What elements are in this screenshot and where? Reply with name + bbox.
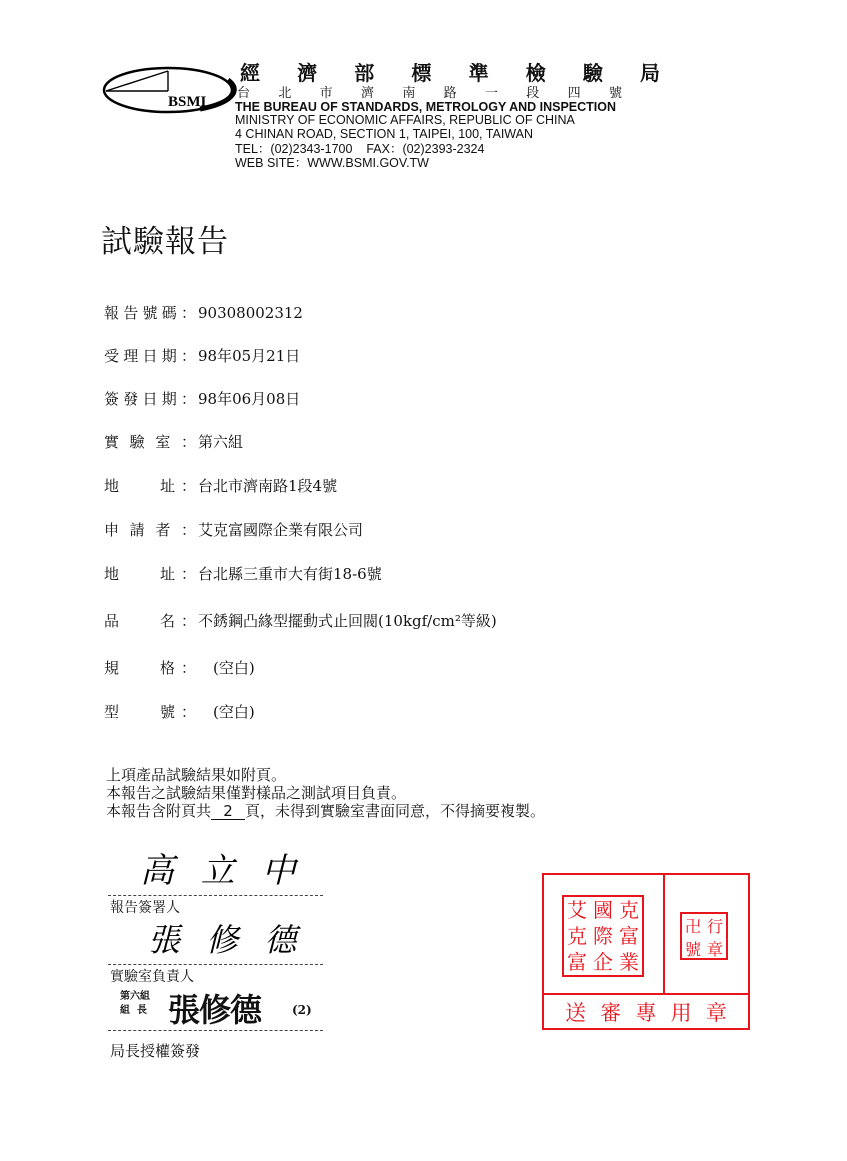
field-label: 地 址 ：	[104, 565, 196, 583]
ministry-name-en: MINISTRY OF ECONOMIC AFFAIRS, REPUBLIC OF CHINA	[235, 113, 575, 127]
seal-char: 克	[567, 924, 587, 948]
director-role-label: 局長授權簽發	[110, 1042, 201, 1060]
address-char: 號	[608, 86, 622, 101]
svg-text:BSMI: BSMI	[168, 94, 207, 110]
caption-char: 用	[670, 1000, 692, 1025]
seal-divider-vertical	[663, 875, 665, 993]
field-label: 地 址 ：	[104, 477, 196, 495]
address-char: 台	[237, 86, 251, 101]
note-line: 上項產品試驗結果如附頁。	[106, 766, 287, 784]
field-value: 台北市濟南路1段4號	[198, 477, 338, 495]
address-char: 一	[484, 86, 498, 101]
field-applicant	[104, 519, 363, 540]
signature-report-signer: 高 立 中	[140, 851, 304, 891]
field-lab-address	[104, 475, 337, 496]
field-value: 第六組	[198, 433, 244, 451]
signature-line	[108, 964, 323, 965]
seal-char: 號	[684, 940, 701, 959]
signature-stamp-director: 張修德	[168, 991, 262, 1029]
note-line: 本報告之試驗結果僅對樣品之測試項目負責。	[106, 784, 407, 802]
field-received-date	[104, 345, 300, 366]
contact-info: TEL：(02)2343-1700 FAX：(02)2393-2324	[235, 142, 485, 156]
stamp-prefix	[120, 990, 150, 1018]
field-label: 受 理 日 期 ：	[104, 347, 196, 365]
field-laboratory	[104, 431, 243, 452]
lab-head-role-label: 實驗室負責人	[110, 969, 194, 985]
field-product-name	[104, 610, 497, 631]
agency-char: 部	[354, 61, 375, 85]
field-applicant-address	[104, 563, 382, 584]
agency-char: 經	[240, 61, 260, 85]
bsmi-logo-icon	[100, 62, 240, 118]
signature-line	[108, 1030, 323, 1031]
seal-char: 克	[619, 898, 639, 922]
field-label: 品 名 ：	[104, 612, 196, 630]
signature-line	[108, 895, 323, 896]
agency-char: 準	[468, 61, 489, 85]
submission-seal	[542, 873, 750, 1030]
personal-seal-stamp	[680, 912, 728, 960]
address-en: 4 CHINAN ROAD, SECTION 1, TAIPEI, 100, TAIWAN	[235, 127, 533, 141]
address-char: 南	[402, 86, 416, 101]
signature-lab-head: 張 修 德	[148, 921, 305, 959]
address-char: 市	[319, 86, 333, 101]
seal-caption	[544, 995, 748, 1028]
field-report-number	[104, 302, 303, 323]
stamp-prefix-top: 第六組	[120, 991, 150, 1002]
seal-char: 富	[567, 950, 587, 974]
field-label: 規 格 ：	[104, 659, 196, 677]
signer-role-label: 報告簽署人	[110, 900, 180, 916]
field-value: (空白)	[213, 703, 255, 721]
field-model-number	[104, 701, 255, 722]
seal-char: 艾	[567, 898, 587, 922]
field-value: 台北縣三重市大有街18-6號	[198, 565, 382, 583]
seal-char: 業	[619, 950, 639, 974]
seal-char: 卍	[684, 917, 701, 936]
address-char: 北	[278, 86, 292, 101]
stamp-prefix-bottom: 組 長	[120, 1005, 147, 1016]
field-label: 型 號 ：	[104, 703, 196, 721]
agency-char: 局	[639, 61, 660, 85]
agency-name-en: THE BUREAU OF STANDARDS, METROLOGY AND INSPECTION	[235, 100, 617, 114]
address-char: 路	[443, 86, 457, 101]
field-label: 申 請 者 ：	[104, 521, 196, 539]
field-value: 98年06月08日	[198, 390, 301, 408]
caption-char: 送	[565, 1000, 587, 1025]
field-label: 實 驗 室 ：	[104, 433, 196, 451]
seal-char: 國	[593, 898, 613, 922]
field-specification	[104, 657, 255, 678]
field-issue-date	[104, 388, 300, 409]
caption-char: 章	[705, 1000, 727, 1025]
field-value: 90308002312	[198, 304, 303, 322]
field-label: 報 告 號 碼 ：	[104, 304, 196, 322]
seal-char: 富	[619, 924, 639, 948]
note-line	[106, 802, 545, 820]
stamp-suffix: (2)	[292, 1003, 312, 1017]
field-value: (空白)	[213, 659, 255, 677]
agency-char: 驗	[582, 61, 603, 85]
caption-char: 專	[635, 1000, 657, 1025]
note-text: 本報告含附頁共	[106, 802, 212, 820]
seal-char: 際	[593, 924, 613, 948]
caption-char: 審	[600, 1000, 622, 1025]
note-text: 頁，未得到實驗室書面同意，不得摘要複製。	[245, 802, 546, 820]
agency-char: 濟	[297, 61, 318, 85]
seal-char: 章	[706, 940, 723, 959]
page-count: 2	[211, 804, 245, 820]
field-value: 不銹鋼凸緣型擺動式止回閥(10kgf/cm²等級)	[198, 612, 497, 630]
bsmi-logo	[100, 62, 240, 118]
field-value: 98年05月21日	[198, 347, 301, 365]
agency-address-cn	[237, 82, 622, 101]
field-value: 艾克富國際企業有限公司	[198, 521, 364, 539]
website: WEB SITE：WWW.BSMI.GOV.TW	[235, 156, 429, 170]
address-char: 四	[567, 86, 581, 101]
address-char: 濟	[360, 86, 374, 101]
company-seal-stamp	[562, 895, 644, 977]
field-label: 簽 發 日 期 ：	[104, 390, 196, 408]
address-char: 段	[526, 86, 540, 101]
seal-char: 企	[593, 950, 613, 974]
report-notes	[106, 766, 545, 820]
document-title: 試驗報告	[101, 224, 229, 260]
seal-char: 行	[706, 917, 723, 936]
agency-char: 標	[411, 61, 432, 85]
agency-char: 檢	[525, 61, 546, 85]
